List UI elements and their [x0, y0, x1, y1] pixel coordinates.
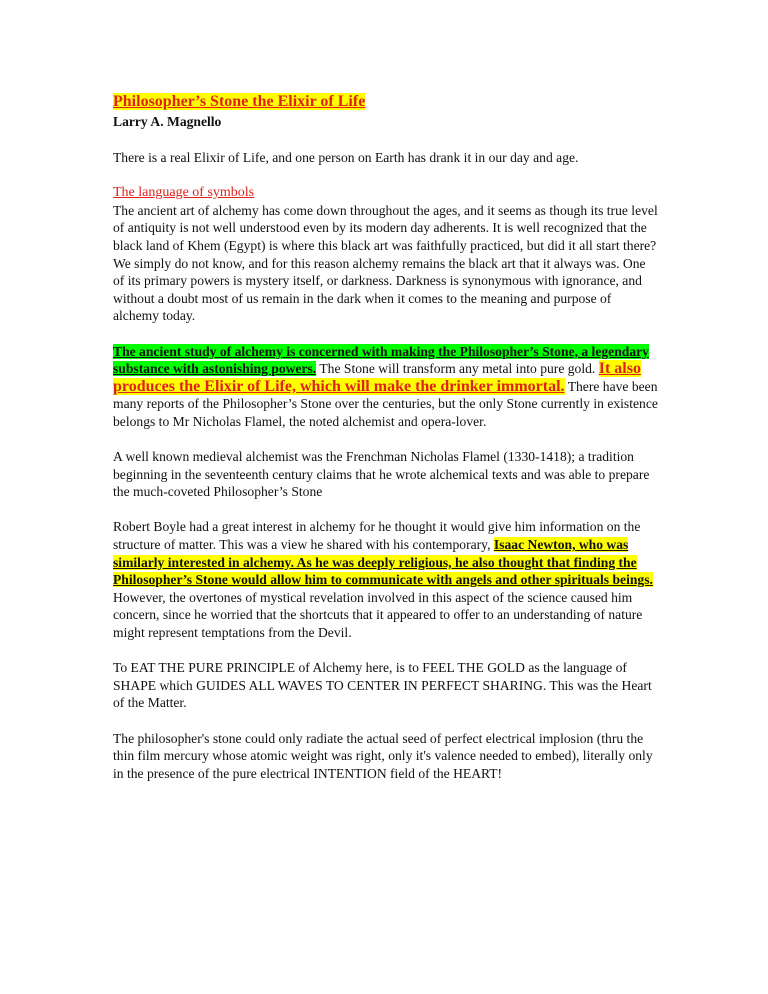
title-line	[113, 92, 658, 112]
green-highlight: The ancient study of alchemy is concerned with making the Philosopher’s Stone, a legendary substance with astonishing powers.	[113, 343, 649, 377]
intro-paragraph: There is a real Elixir of Life, and one person on Earth has drank it in our day and age.	[113, 149, 579, 165]
section-heading: The language of symbols	[113, 184, 255, 200]
paragraph-3: A well known medieval alchemist was the Frenchman Nicholas Flamel (1330-1418); a tradition beginning in the seventeenth century claims that he wrote alchemical texts and was able to prepare the much-coveted Philosopher’s Stone	[113, 449, 650, 500]
spacer	[113, 325, 658, 343]
spacer	[113, 431, 658, 449]
yellow-highlight: Isaac Newton, who was similarly interested in alchemy. As he was deeply religious, he also thought that finding the Philosopher’s Stone would allow him to communicate with angels and other spirituals beings.	[113, 537, 653, 588]
spacer	[113, 501, 658, 519]
spacer	[113, 642, 658, 660]
paragraph-4	[113, 518, 658, 641]
paragraph-2-end: There have been many reports of the Philosopher’s Stone over the centuries, but the only Stone currently in existence belongs to Mr Nicholas Flamel, the noted alchemist and opera-lover.	[113, 378, 658, 429]
spacer	[113, 166, 658, 184]
paragraph-2	[113, 343, 658, 431]
document-page	[113, 92, 658, 782]
paragraph-2-mid: The Stone will transform any metal into pure gold.	[316, 361, 599, 377]
paragraph-5: To EAT THE PURE PRINCIPLE of Alchemy here, is to FEEL THE GOLD as the language of SHAPE which GUIDES ALL WAVES TO CENTER IN PERFECT SHARING. This was the Heart of the Matter.	[113, 660, 652, 711]
red-highlight: It also produces the Elixir of Life, which will make the drinker immortal.	[113, 360, 641, 395]
document-title: Philosopher’s Stone the Elixir of Life	[113, 93, 366, 110]
paragraph-4-end: However, the overtones of mystical revelation involved in this aspect of the science caused him concern, since he worried that the shortcuts that it appeared to offer to an understanding of nature might represent temptations from the Devil.	[113, 589, 643, 641]
spacer	[113, 712, 658, 730]
paragraph-1: The ancient art of alchemy has come down throughout the ages, and it seems as though its true level of antiquity is not well understood even by its modern day adherents. It is well recognized that the black land of Khem (Egypt) is where this black art was faithfully practiced, but did it all start there? We simply do not know, and for this reason alchemy remains the black art that it always was. One of its primary powers is mystery itself, or darkness. Darkness is synonymous with ignorance, and without a doubt most of us remain in the dark when it comes to the meaning and purpose of alchemy today.	[113, 202, 658, 324]
spacer	[113, 131, 658, 149]
paragraph-4-start: Robert Boyle had a great interest in alchemy for he thought it would give him information on the structure of matter. This was a view he shared with his contemporary,	[113, 519, 641, 553]
document-author: Larry A. Magnello	[113, 114, 222, 129]
paragraph-6: The philosopher's stone could only radiate the actual seed of perfect electrical implosion (thru the thin film mercury whose atomic weight was right, only it's valence needed to embed), literally only in the presence of the pure electrical INTENTION field of the HEART!	[113, 730, 653, 781]
